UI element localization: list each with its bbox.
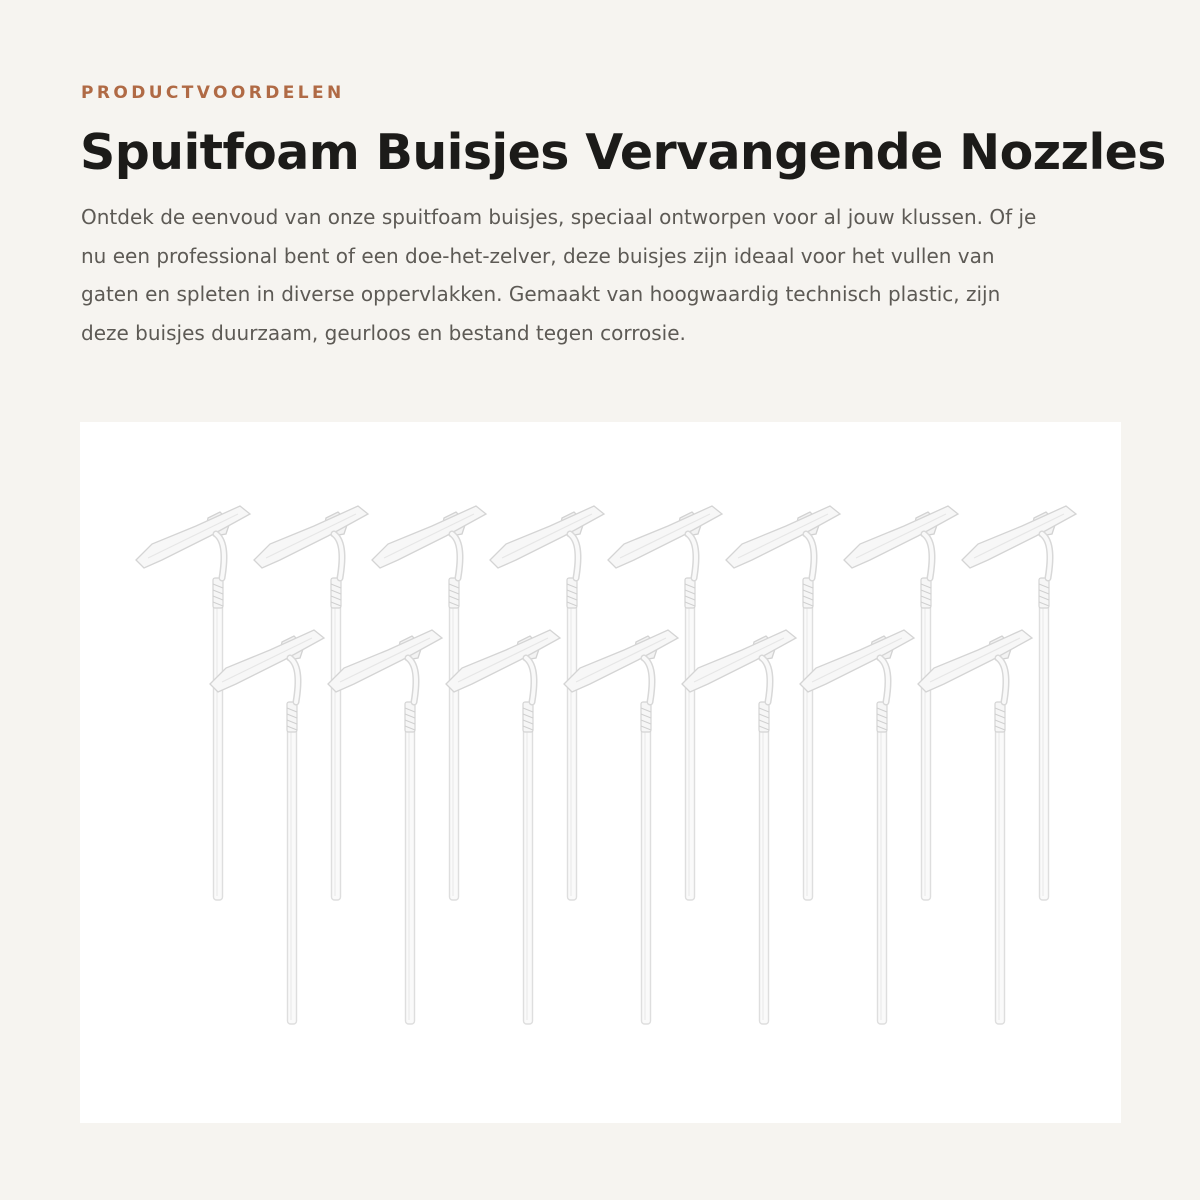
product-description: Ontdek de eenvoud van onze spuitfoam buisjes, speciaal ontworpen voor al jouw klussen. Of je nu een professional bent of een doe-het-zelver, deze buisjes zijn ideaal voor het vullen van gaten en spleten in diverse oppervlakken. Gemaakt van hoogwaardig technisch plastic, zijn deze buisjes duurzaam, geurloos en bestand tegen corrosie.: [81, 205, 1037, 345]
nozzle-tube-icon: [682, 630, 796, 1024]
nozzle-tube-icon: [726, 506, 840, 900]
nozzle-tube-icon: [962, 506, 1076, 900]
section-eyebrow: PRODUCTVOORDELEN: [81, 83, 345, 103]
nozzle-tube-icon: [254, 506, 368, 900]
nozzle-tube-icon: [328, 630, 442, 1024]
product-image: [80, 422, 1121, 1123]
nozzle-tube-icon: [844, 506, 958, 900]
nozzle-tube-icon: [564, 630, 678, 1024]
nozzle-tube-icon: [136, 506, 250, 900]
page-title: Spuitfoam Buisjes Vervangende Nozzles: [80, 124, 1166, 181]
nozzle-tube-icon: [490, 506, 604, 900]
nozzle-tube-icon: [608, 506, 722, 900]
nozzle-tube-icon: [800, 630, 914, 1024]
nozzle-tube-icon: [446, 630, 560, 1024]
nozzle-tube-icon: [210, 630, 324, 1024]
nozzle-tube-icon: [372, 506, 486, 900]
nozzle-tube-icon: [918, 630, 1032, 1024]
nozzle-tubes-icon: [80, 422, 1121, 1123]
